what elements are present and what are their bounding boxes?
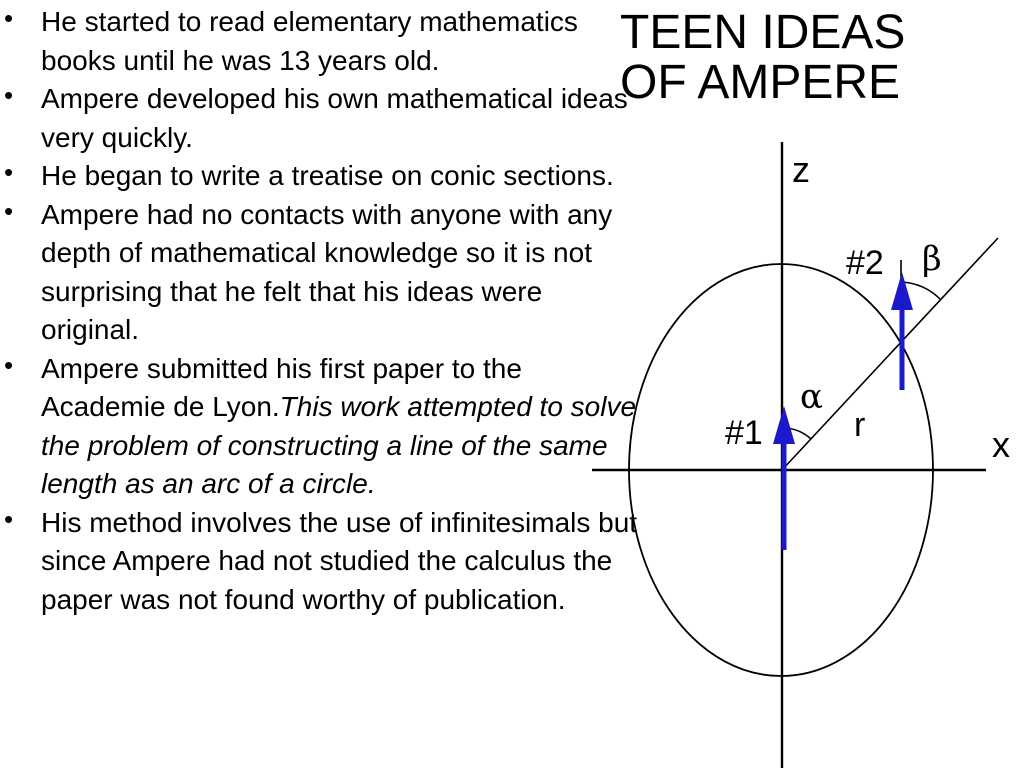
alpha-label: α bbox=[800, 377, 823, 417]
bullet-text-plain: Ampere submitted his first paper to the Academie de Lyon. bbox=[41, 352, 522, 422]
z-axis-label: z bbox=[792, 149, 810, 190]
bullet-text: His method involves the use of infinitesimals but since Ampere had not studied the calculus the paper was not found worthy of publication. bbox=[41, 506, 638, 615]
element1-label: #1 bbox=[725, 414, 763, 452]
bullet-item bbox=[0, 80, 640, 157]
ampere-force-diagram bbox=[580, 130, 1024, 768]
bullet-marker: • bbox=[4, 503, 14, 534]
bullet-text: He started to read elementary mathematics books until he was 13 years old. bbox=[41, 6, 578, 76]
bullet-item bbox=[0, 3, 640, 80]
bullet-text bbox=[41, 353, 636, 500]
r-label: r bbox=[854, 406, 866, 444]
element2-label: #2 bbox=[846, 244, 884, 282]
bullet-marker: • bbox=[4, 80, 14, 110]
bullet-text: Ampere developed his own mathematical ideas very quickly. bbox=[41, 83, 628, 153]
bullet-marker: • bbox=[4, 195, 14, 226]
bullet-marker: • bbox=[4, 349, 14, 380]
x-axis-label: x bbox=[992, 424, 1010, 465]
beta-label: β bbox=[922, 239, 942, 279]
bullet-item bbox=[0, 350, 640, 504]
bullet-item bbox=[0, 157, 640, 196]
bullet-item bbox=[0, 196, 640, 350]
slide-title-line-2: OF AMPERE bbox=[620, 56, 901, 109]
bullet-list bbox=[0, 3, 640, 619]
bullet-text: Ampere had no contacts with anyone with any depth of mathematical knowledge so it is not surprising that he felt that his ideas were original. bbox=[41, 198, 613, 345]
bullet-marker: • bbox=[4, 157, 14, 187]
radius-line bbox=[782, 238, 998, 470]
bullet-text-italic: This work attempted to solve the problem of constructing a line of the same length as an arc of a circle. bbox=[41, 391, 637, 499]
element1-arrow bbox=[773, 406, 795, 550]
bullet-marker: • bbox=[4, 3, 14, 33]
bullet-text: He began to write a treatise on conic sections. bbox=[41, 160, 614, 191]
slide-title-line-1: TEEN IDEAS bbox=[620, 6, 906, 59]
element2-arrow bbox=[891, 272, 913, 390]
bullet-item bbox=[0, 504, 640, 620]
slide-title bbox=[620, 8, 980, 108]
